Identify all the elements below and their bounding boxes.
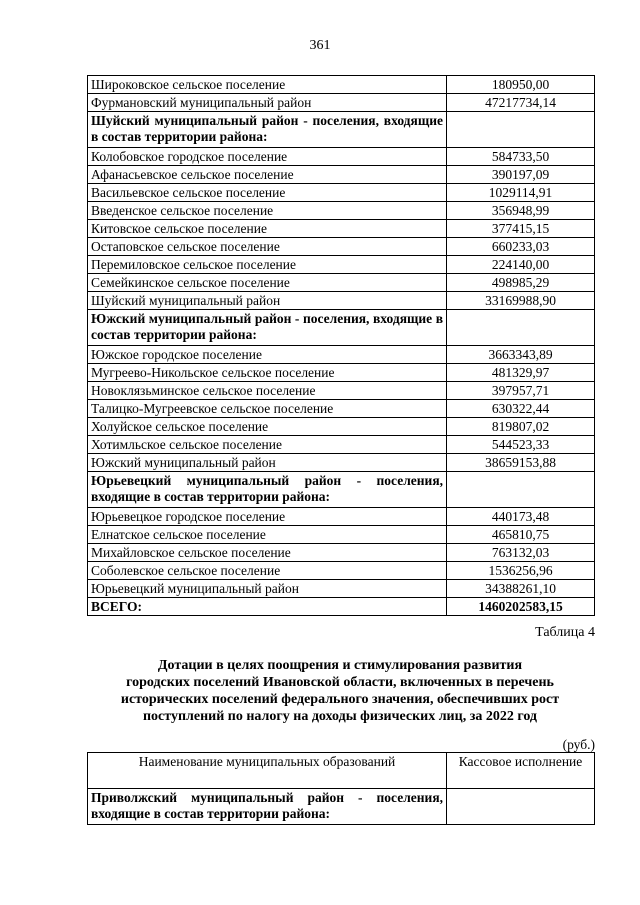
- row-name-cell: Шуйский муниципальный район - поселения, входящие в состав территории района:: [88, 112, 447, 148]
- row-value-cell: 630322,44: [447, 400, 595, 418]
- municipal-amounts-table: [87, 75, 595, 616]
- row-name-cell: Введенское сельское поселение: [88, 202, 447, 220]
- table-row: [88, 508, 595, 526]
- table-row: [88, 184, 595, 202]
- section-title-line-4: поступлений по налогу на доходы физических лиц, за 2022 год: [142, 709, 538, 724]
- row-name-cell: Остаповское сельское поселение: [88, 238, 447, 256]
- section-title: [80, 657, 600, 725]
- table-row: [88, 202, 595, 220]
- table-row: [88, 256, 595, 274]
- table-row: [88, 544, 595, 562]
- table-row: [88, 148, 595, 166]
- row-name-cell: Васильевское сельское поселение: [88, 184, 447, 202]
- row-value-cell: 440173,48: [447, 508, 595, 526]
- row-value-cell: 33169988,90: [447, 292, 595, 310]
- row-name-cell: Колобовское городское поселение: [88, 148, 447, 166]
- row-value-cell: 224140,00: [447, 256, 595, 274]
- row-value-cell: 660233,03: [447, 238, 595, 256]
- units-label: (руб.): [562, 737, 595, 752]
- row-name-cell: Юрьевецкий муниципальный район - поселения, входящие в состав территории района:: [88, 472, 447, 508]
- row-name-cell: Михайловское сельское поселение: [88, 544, 447, 562]
- row-name-cell: ВСЕГО:: [88, 598, 447, 616]
- table-row: [88, 454, 595, 472]
- row-value-cell: 1460202583,15: [447, 598, 595, 616]
- section-title-line-2: городских поселений Ивановской области, включенных в перечень: [126, 675, 554, 690]
- row-name-cell: Шуйский муниципальный район: [88, 292, 447, 310]
- row-name-cell: Перемиловское сельское поселение: [88, 256, 447, 274]
- row-name-cell: Соболевское сельское поселение: [88, 562, 447, 580]
- row-value-cell: 584733,50: [447, 148, 595, 166]
- table-row: [88, 112, 595, 148]
- row-value-cell: 3663343,89: [447, 346, 595, 364]
- row-name-cell: Широковское сельское поселение: [88, 76, 447, 94]
- row-name-cell: Южский муниципальный район: [88, 454, 447, 472]
- row-value-cell: 34388261,10: [447, 580, 595, 598]
- section-title-line-3: исторических поселений федерального значения, обеспечивших рост: [120, 692, 560, 707]
- row-name-cell: Холуйское сельское поселение: [88, 418, 447, 436]
- table-row: [88, 418, 595, 436]
- row-name-cell: Хотимльское сельское поселение: [88, 436, 447, 454]
- table-row: [88, 238, 595, 256]
- row-value-cell: 47217734,14: [447, 94, 595, 112]
- table-row: [88, 472, 595, 508]
- table-row: [88, 562, 595, 580]
- table-row: [88, 310, 595, 346]
- row-name-cell: Мугреево-Никольское сельское поселение: [88, 364, 447, 382]
- row-name-cell: Южский муниципальный район - поселения, входящие в состав территории района:: [88, 310, 447, 346]
- row-value-cell: 377415,15: [447, 220, 595, 238]
- row-name-cell: Новоклязьминское сельское поселение: [88, 382, 447, 400]
- row-value-cell: 38659153,88: [447, 454, 595, 472]
- row-value-cell: 356948,99: [447, 202, 595, 220]
- row-value-cell: 1029114,91: [447, 184, 595, 202]
- row-name-cell: Афанасьевское сельское поселение: [88, 166, 447, 184]
- table-row: [88, 789, 595, 825]
- table-row: [88, 220, 595, 238]
- row-name-cell: Фурмановский муниципальный район: [88, 94, 447, 112]
- table-row: [88, 274, 595, 292]
- row-value-cell: [447, 789, 595, 825]
- row-name-cell: Южское городское поселение: [88, 346, 447, 364]
- table-row: [88, 382, 595, 400]
- subsidies-table: [87, 752, 595, 825]
- table-row: [88, 94, 595, 112]
- header-name-cell: Наименование муниципальных образований: [88, 753, 447, 789]
- row-value-cell: 180950,00: [447, 76, 595, 94]
- row-value-cell: 544523,33: [447, 436, 595, 454]
- row-name-cell: Китовское сельское поселение: [88, 220, 447, 238]
- row-value-cell: [447, 310, 595, 346]
- row-name-cell: Талицко-Мугреевское сельское поселение: [88, 400, 447, 418]
- row-name-cell: Юрьевецкий муниципальный район: [88, 580, 447, 598]
- row-value-cell: 498985,29: [447, 274, 595, 292]
- row-value-cell: [447, 472, 595, 508]
- row-name-cell: Приволжский муниципальный район - поселения, входящие в состав территории района:: [88, 789, 447, 825]
- row-value-cell: 397957,71: [447, 382, 595, 400]
- row-value-cell: [447, 112, 595, 148]
- table-row: [88, 580, 595, 598]
- header-value-cell: Кассовое исполнение: [447, 753, 595, 789]
- table-row: [88, 364, 595, 382]
- table-row: [88, 436, 595, 454]
- table-row: [88, 400, 595, 418]
- table-row: [88, 598, 595, 616]
- table-row: [88, 166, 595, 184]
- page-number: 361: [309, 38, 331, 53]
- table-row: [88, 346, 595, 364]
- table-row: [88, 76, 595, 94]
- row-value-cell: 390197,09: [447, 166, 595, 184]
- row-name-cell: Елнатское сельское поселение: [88, 526, 447, 544]
- table-caption: Таблица 4: [535, 625, 595, 640]
- row-name-cell: Семейкинское сельское поселение: [88, 274, 447, 292]
- row-value-cell: 465810,75: [447, 526, 595, 544]
- table-header-row: [88, 753, 595, 789]
- row-name-cell: Юрьевецкое городское поселение: [88, 508, 447, 526]
- section-title-line-1: Дотации в целях поощрения и стимулирования развития: [157, 658, 523, 673]
- table-row: [88, 292, 595, 310]
- row-value-cell: 481329,97: [447, 364, 595, 382]
- table-row: [88, 526, 595, 544]
- row-value-cell: 763132,03: [447, 544, 595, 562]
- row-value-cell: 819807,02: [447, 418, 595, 436]
- row-value-cell: 1536256,96: [447, 562, 595, 580]
